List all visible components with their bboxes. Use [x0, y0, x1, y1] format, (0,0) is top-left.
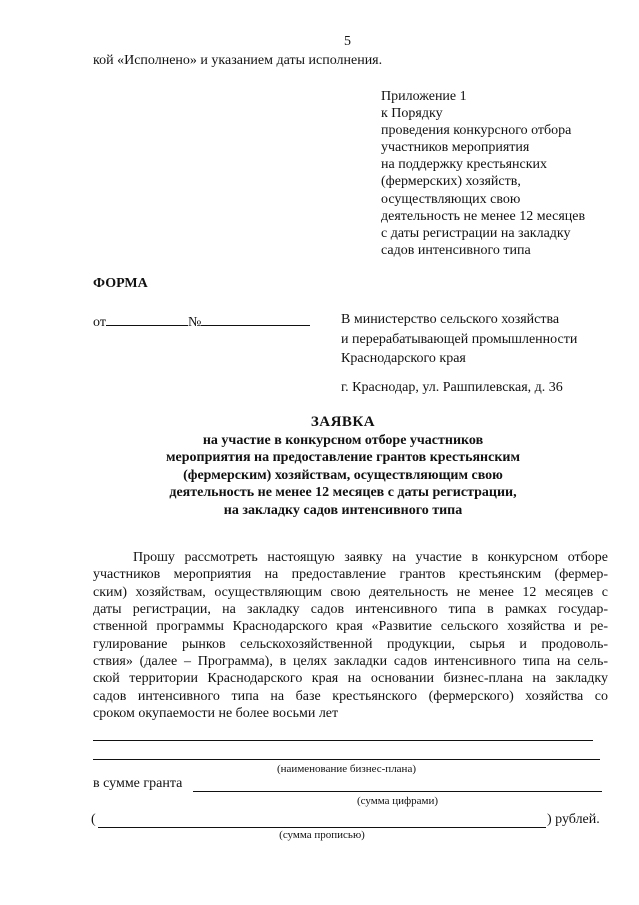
title-main: ЗАЯВКА	[310, 414, 376, 430]
business-plan-field-line-2[interactable]	[93, 759, 600, 760]
appendix-line: осуществляющих свою	[381, 191, 521, 207]
title-line: на участие в конкурсном отборе участников	[202, 432, 484, 448]
sum-digits-field-line[interactable]	[193, 791, 602, 792]
appendix-line: проведения конкурсного отбора	[381, 123, 572, 139]
date-number-row	[93, 311, 310, 331]
body-line: ственной программы Краснодарского края «Развитие сельского хозяйства и ре-	[93, 619, 608, 635]
number-sign: №	[187, 315, 202, 330]
title-line: деятельность не менее 12 месяцев с даты регистрации,	[169, 485, 517, 501]
date-field-line[interactable]	[106, 311, 188, 326]
title-line: (фермерским) хозяйствам, осуществляющим свою	[183, 467, 503, 483]
appendix-line: Приложение 1	[381, 89, 467, 104]
recipient-block	[341, 310, 577, 369]
appendix-reference	[381, 88, 585, 259]
application-body	[93, 549, 608, 722]
number-field-line[interactable]	[201, 311, 310, 326]
body-line: ским) хозяйствам, осуществляющим свою деятельность не менее 12 месяцев с	[93, 584, 608, 600]
from-label: от	[93, 315, 106, 330]
sum-words-caption: (сумма прописью)	[279, 829, 365, 841]
body-line: садов интенсивного типа на базе крестьянского (фермерского) хозяйства со	[93, 688, 608, 704]
appendix-line: с даты регистрации на закладку	[381, 225, 571, 241]
body-line: Прошу рассмотреть настоящую заявку на участие в конкурсном отборе	[133, 550, 608, 565]
business-plan-caption: (наименование бизнес-плана)	[277, 763, 416, 775]
form-label: ФОРМА	[93, 276, 148, 291]
recipient-line: В министерство сельского хозяйства	[341, 312, 560, 327]
body-line: гулирование рынков сельскохозяйственной продукции, сырья и продоволь-	[93, 636, 608, 652]
appendix-line: участников мероприятия	[381, 140, 530, 156]
recipient-line: и перерабатывающей промышленности	[341, 331, 578, 347]
grant-sum-label: в сумме гранта	[93, 776, 183, 791]
body-line: даты регистрации, на закладку садов интенсивного типа в рамках государ-	[93, 602, 608, 618]
appendix-line: деятельность не менее 12 месяцев	[381, 208, 586, 224]
title-line: мероприятия на предоставление грантов крестьянским	[166, 450, 520, 466]
appendix-line: на поддержку крестьянских	[381, 157, 548, 173]
appendix-line: (фермерских) хозяйств,	[381, 174, 521, 190]
business-plan-field-line-1[interactable]	[93, 740, 593, 741]
appendix-line: к Порядку	[381, 106, 443, 122]
appendix-line: садов интенсивного типа	[381, 242, 531, 258]
rubles-suffix: ) рублей.	[547, 812, 600, 827]
application-title	[93, 414, 593, 520]
body-line: ской территории Краснодарского края на основании бизнес-плана на закладку	[93, 671, 608, 687]
body-line: участников мероприятия на предоставление грантов крестьянским (фермер-	[93, 567, 608, 583]
sum-digits-caption: (сумма цифрами)	[356, 795, 439, 807]
page-number: 5	[344, 34, 351, 49]
title-line: на закладку садов интенсивного типа	[223, 502, 463, 518]
sum-words-field-line[interactable]	[98, 827, 546, 828]
previous-paragraph-end: кой «Исполнено» и указанием даты исполнения.	[93, 53, 383, 68]
recipient-line: Краснодарского края	[341, 351, 466, 366]
body-line: ствия» (далее – Программа), в целях закладки садов интенсивного типа на сель-	[93, 654, 608, 670]
open-paren: (	[91, 812, 96, 827]
recipient-address: г. Краснодар, ул. Рашпилевская, д. 36	[341, 380, 563, 395]
body-line: сроком окупаемости не более восьми лет	[93, 706, 339, 722]
